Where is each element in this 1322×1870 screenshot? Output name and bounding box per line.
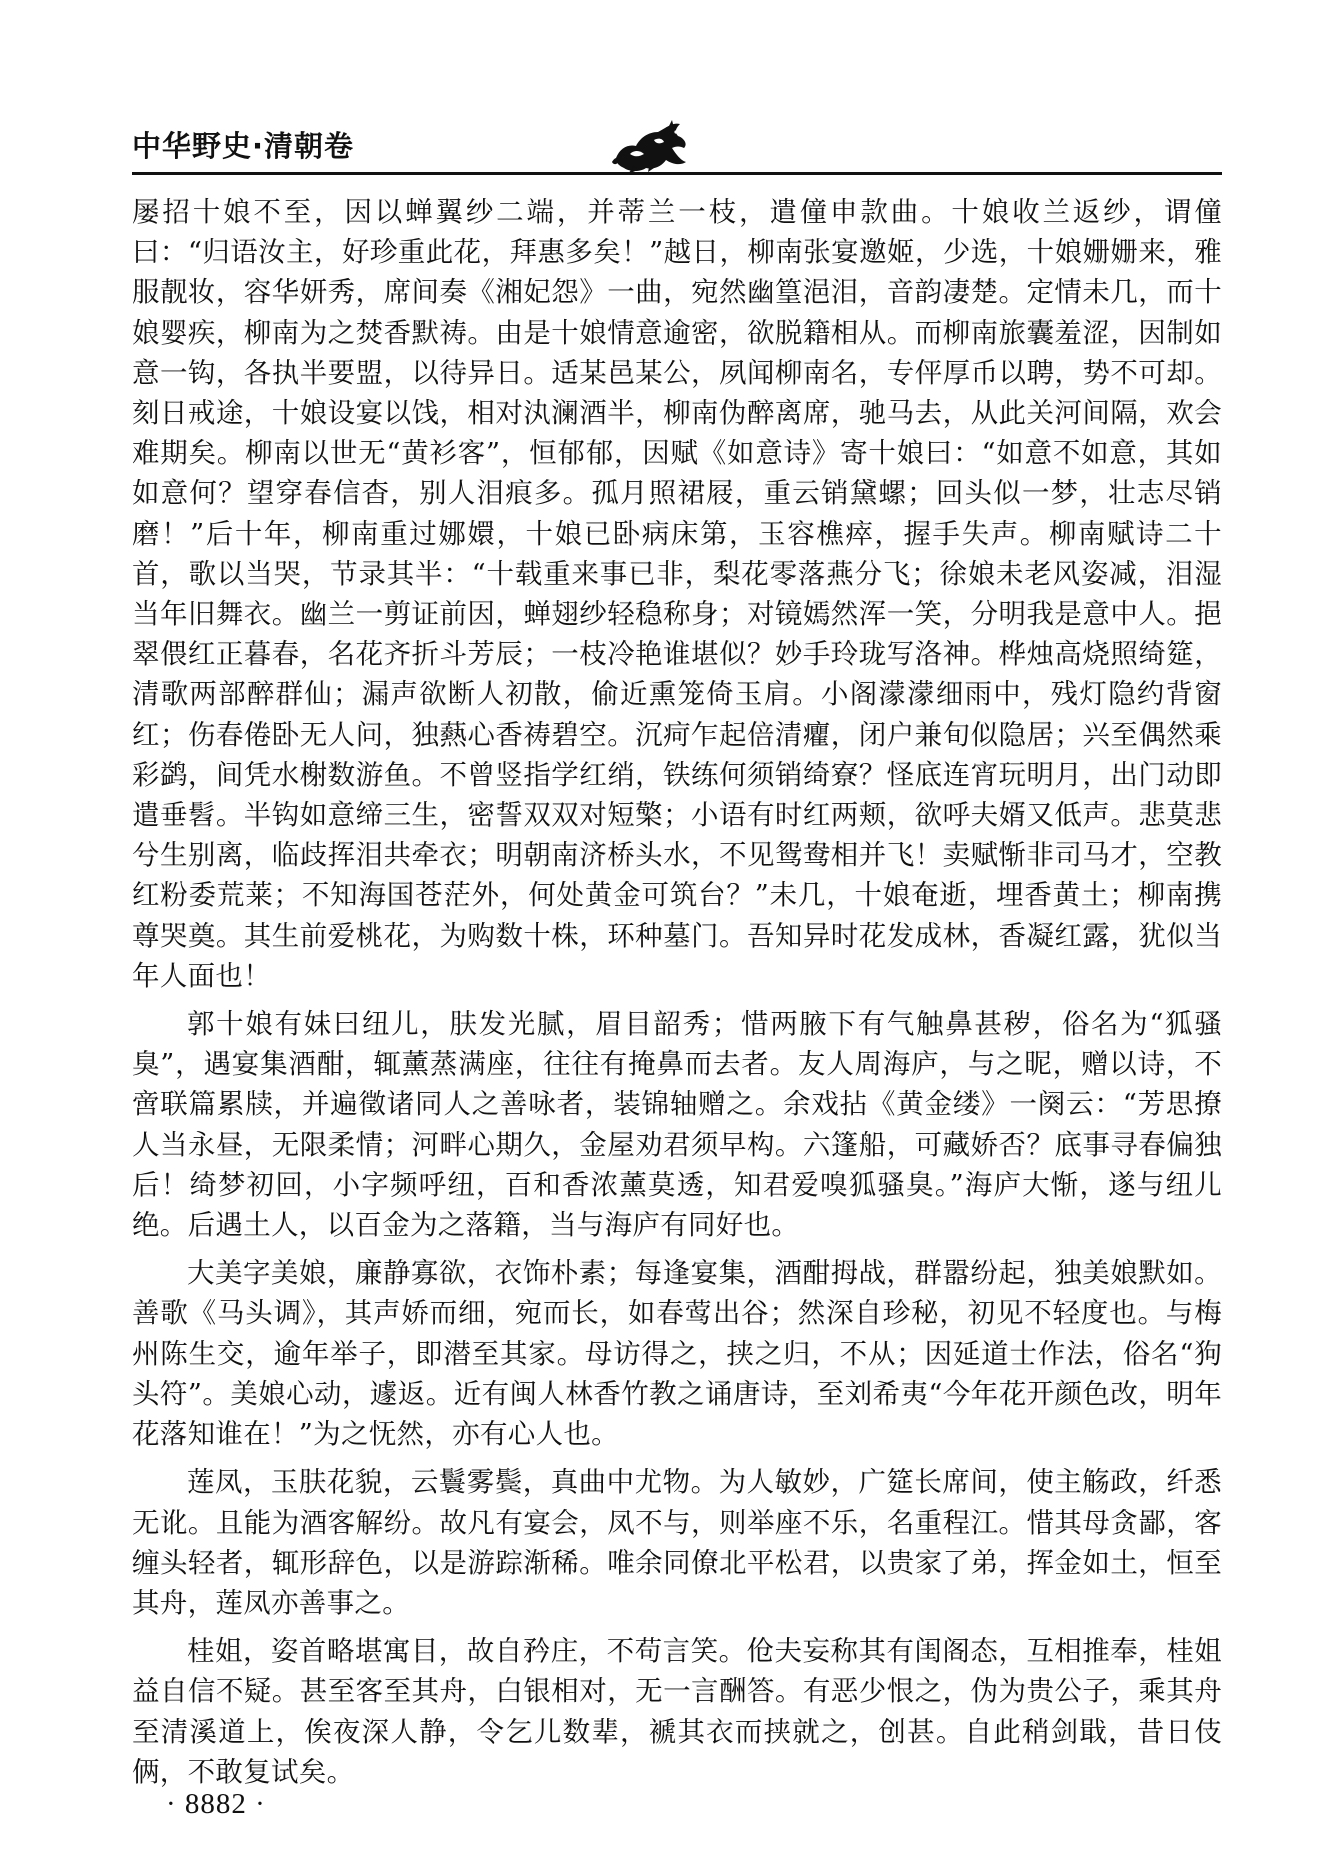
paragraph-4: 莲凤，玉肤花貌，云鬟雾鬓，真曲中尤物。为人敏妙，广筵长席间，使主觞政，纤悉无讹。且能为酒客解纷。故凡有宴会，凤不与，则举座不乐，名重程江。惜其母贪鄙，客缠头轻者，辄形辞色，以是游踪渐稀。唯余同僚北平松君，以贵家了弟，挥金如土，恒至其舟，莲凤亦善事之。 [132,1466,1222,1619]
book-title: 中华野史·清朝卷 [132,129,355,163]
page-number: · 8882 · [166,1788,266,1820]
dragon-icon [610,118,692,174]
header-divider [132,172,1222,175]
paragraph-3: 大美字美娘，廉静寡欲，衣饰朴素；每逢宴集，酒酣拇战，群嚣纷起，独美娘默如。善歌《马头调》，其声娇而细，宛而长，如春莺出谷；然深自珍秘，初见不轻度也。与梅州陈生交，逾年举子，即潜至其家。母访得之，挟之归，不从；因延道士作法，俗名“狗头符”。美娘心动，遽返。近有闽人林香竹教之诵唐诗，至刘希夷“今年花开颜色改，明年花落知谁在！”为之怃然，亦有心人也。 [132,1257,1222,1451]
paragraph-5: 桂姐，姿首略堪寓目，故自矜庄，不苟言笑。伧夫妄称其有闺阁态，互相推奉，桂姐益自信不疑。甚至客至其舟，白银相对，无一言酬答。有恶少恨之，伪为贵公子，乘其舟至清溪道上，俟夜深人静，令乞儿数辈，褫其衣而挟就之，创甚。自此稍剑戢，昔日伎俩，不敢复试矣。 [132,1635,1222,1788]
paragraph-1: 屡招十娘不至，因以蝉翼纱二端，并蒂兰一枝，遣僮申款曲。十娘收兰返纱，谓僮曰：“归语汝主，好珍重此花，拜惠多矣！”越日，柳南张宴邀姬，少选，十娘姗姗来，雅服靓妆，容华妍秀，席间奏《湘妃怨》一曲，宛然幽篁浥泪，音韵凄楚。定情未几，而十娘婴疾，柳南为之焚香默祷。由是十娘情意逾密，欲脱籍相从。而柳南旅囊羞涩，因制如意一钩，各执半要盟，以待异日。适某邑某公，夙闻柳南名，专伻厚币以聘，势不可却。刻日戒途，十娘设宴以饯，相对汍澜酒半，柳南伪醉离席，驰马去，从此关河间隔，欢会难期矣。柳南以世无“黄衫客”，恒郁郁，因赋《如意诗》寄十娘曰：“如意不如意，其如如意何？望穿春信杳，别人泪痕多。孤月照裙屐，重云销黛螺；回头似一梦，壮志尽销磨！”后十年，柳南重过娜嬛，十娘已卧病床第，玉容樵瘁，握手失声。柳南赋诗二十首，歌以当哭，节录其半：“十载重来事已非，梨花零落燕分飞；徐娘未老风姿减，泪湿当年旧舞衣。幽兰一剪证前因，蝉翅纱轻稳称身；对镜嫣然浑一笑，分明我是意中人。挹翠偎红正暮春，名花齐折斗芳辰；一枝冷艳谁堪似？妙手玲珑写洛神。桦烛高烧照绮筵，清歌两部醉群仙；漏声欲断人初散，偷近熏笼倚玉肩。小阁濛濛细雨中，残灯隐约背窗红；伤春倦卧无人问，独爇心香祷碧空。沉疴乍起倍清癯，闭户兼旬似隐居；兴至偶然乘彩鹢，间凭水榭数游鱼。不曾竖指学红绡，铁练何须销绮寮？怪底连宵玩明月，出门动即遣垂髫。半钩如意缔三生，密誓双双对短檠；小语有时红两颊，欲呼夫婿又低声。悲莫悲兮生别离，临歧挥泪共牵衣；明朝南济桥头水，不见鸳鸯相并飞！卖赋惭非司马才，空教红粉委荒莱；不知海国苍茫外，何处黄金可筑台？”未几，十娘奄逝，埋香黄土；柳南携尊哭奠。其生前爱桃花，为购数十株，环种墓门。吾知异时花发成林，香凝红露，犹似当年人面也！ [132,196,1222,992]
main-text [132,192,1222,1792]
paragraph-2: 郭十娘有妹曰纽儿，肤发光腻，眉目韶秀；惜两腋下有气触鼻甚秽，俗名为“狐骚臭”，遇宴集酒酣，辄薰蒸满座，往往有掩鼻而去者。友人周海庐，与之昵，赠以诗，不啻联篇累牍，并遍徵诸同人之善咏者，装锦轴赠之。余戏拈《黄金缕》一阕云：“芳思撩人当永昼，无限柔情；河畔心期久，金屋劝君须早构。六篷船，可藏娇否？底事寻春偏独后！绮梦初回，小字频呼纽，百和香浓薰莫透，知君爱嗅狐骚臭。”海庐大惭，遂与纽儿绝。后遇土人，以百金为之落籍，当与海庐有同好也。 [132,1008,1222,1242]
